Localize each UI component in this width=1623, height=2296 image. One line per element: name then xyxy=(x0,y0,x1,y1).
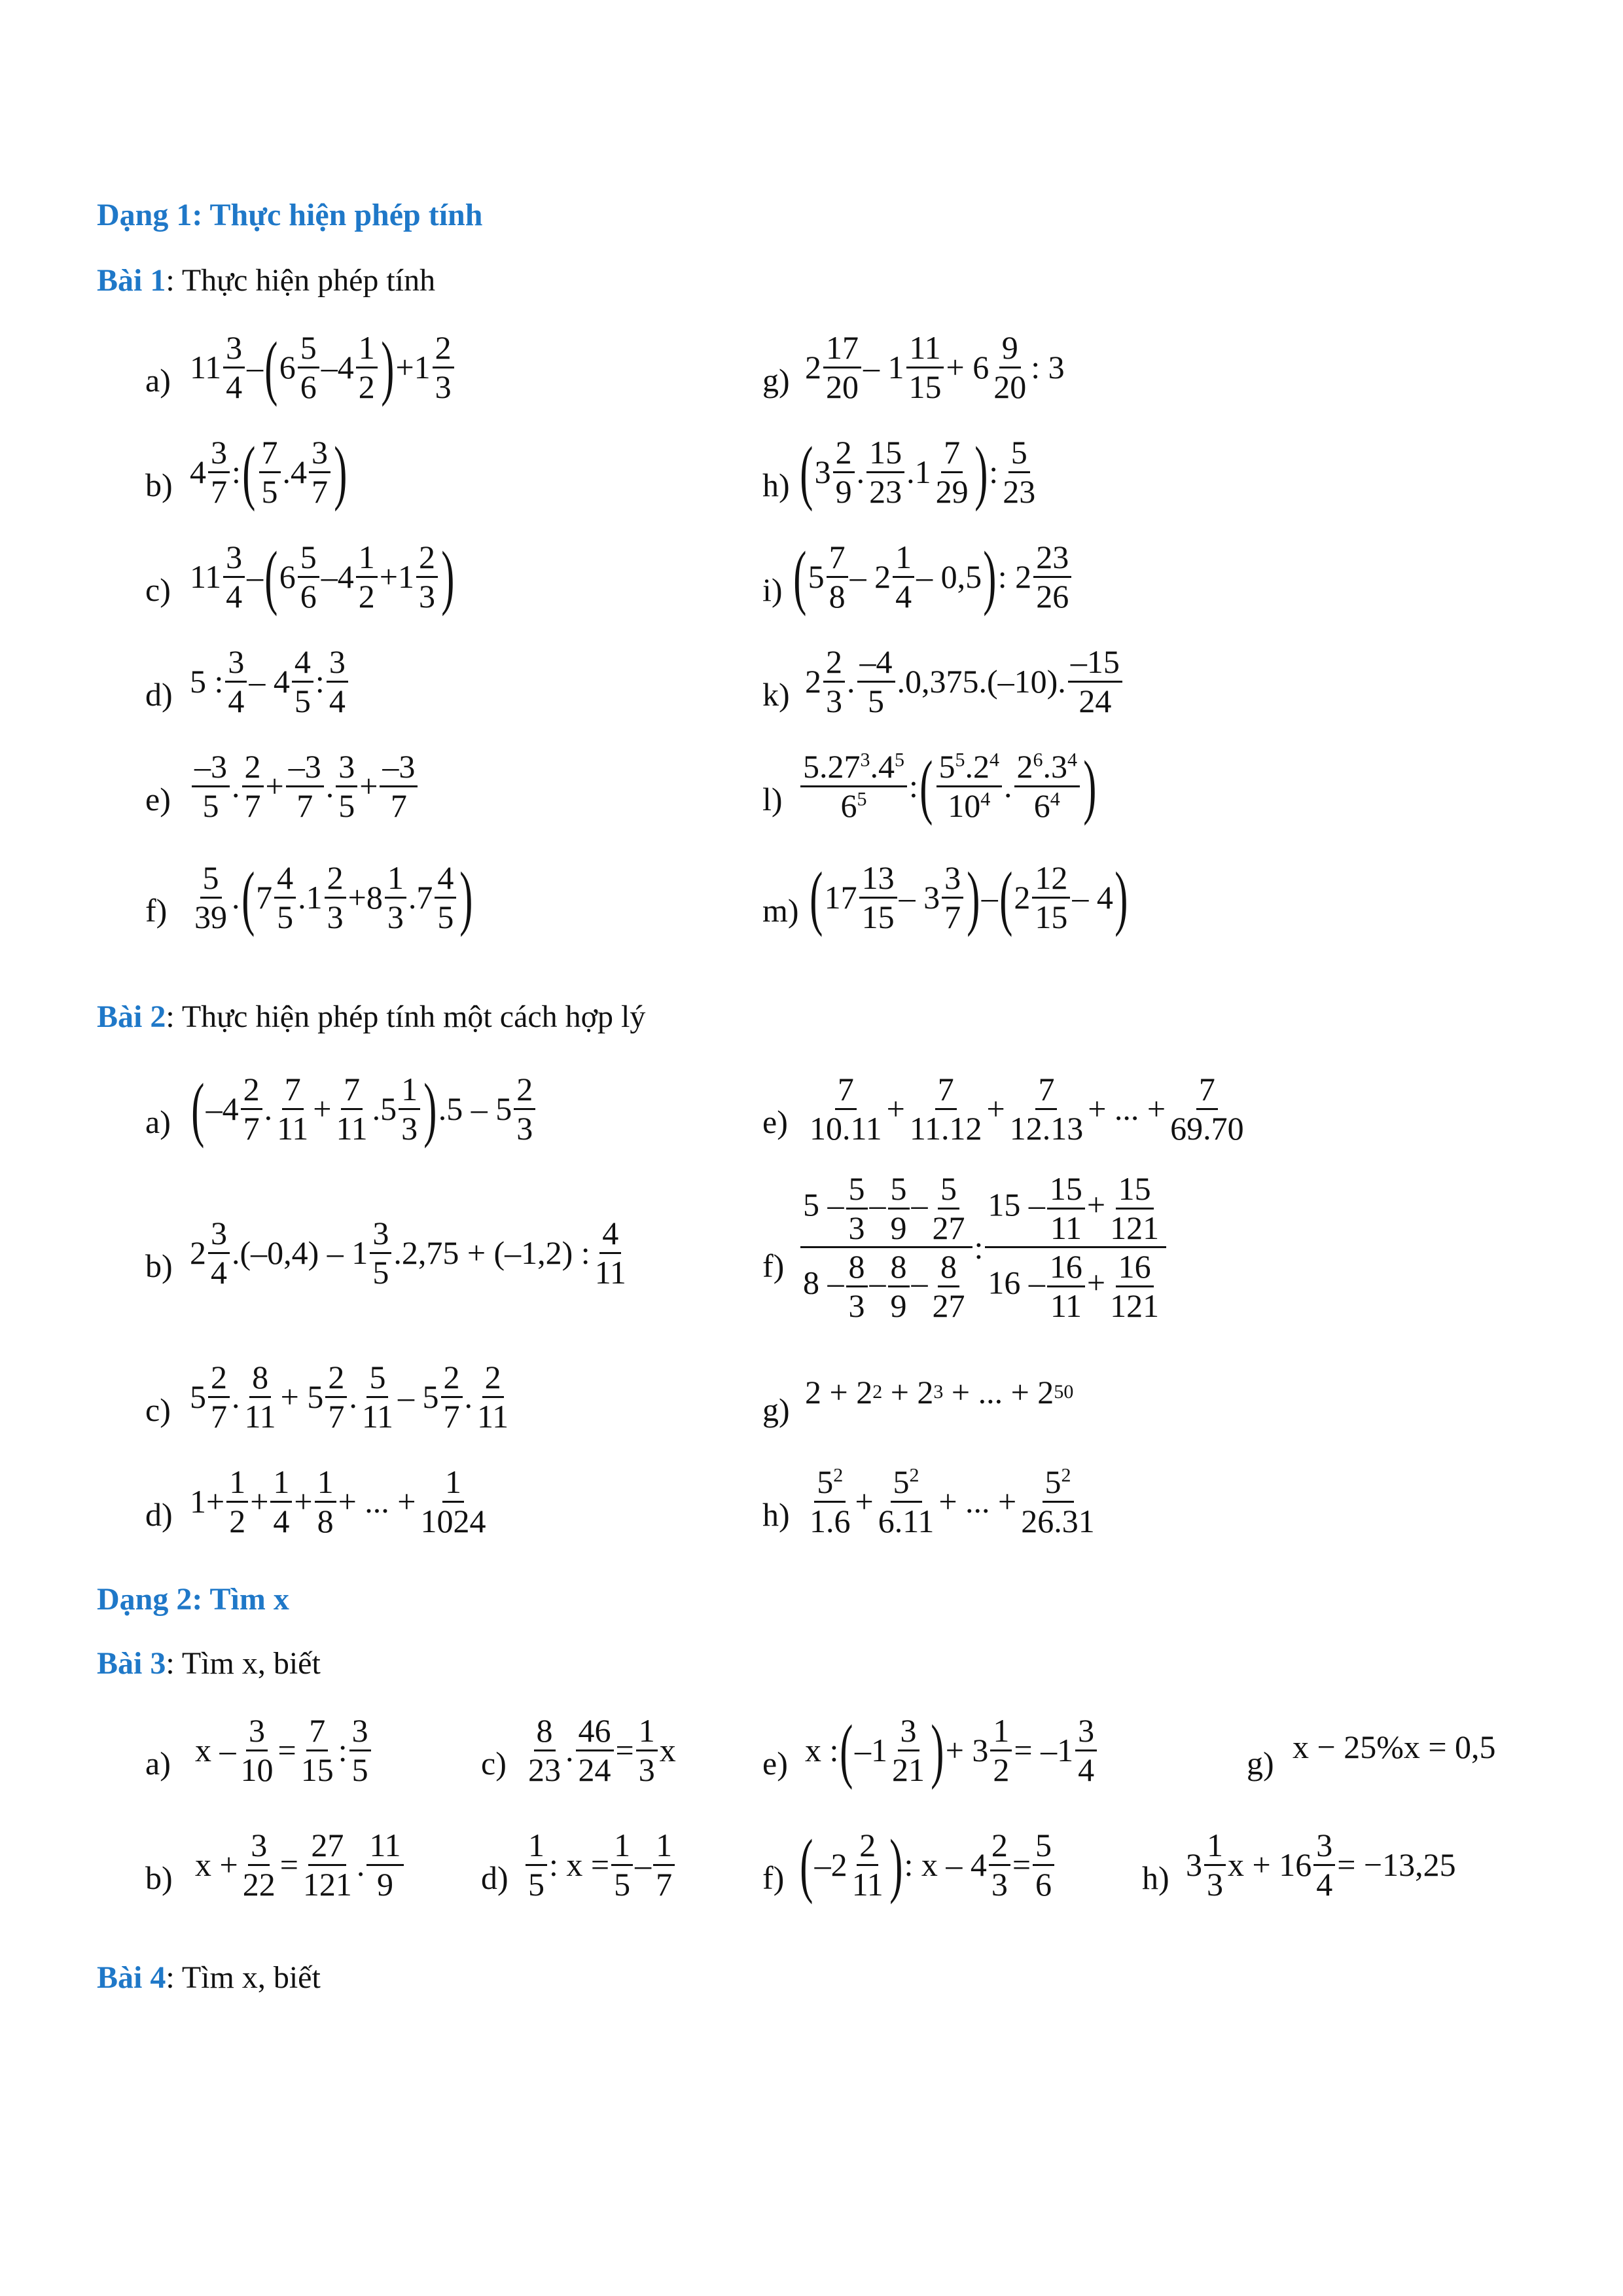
expression-3d: $\frac{1}{5}$ : x = $\frac{1}{5}$ – $\frac{1}{7}$ xyxy=(524,1828,677,1901)
item-label-3h: h) xyxy=(1142,1859,1169,1896)
item-label-1a: a) xyxy=(145,362,171,399)
item-label-2h: h) xyxy=(762,1496,790,1533)
item-label-3d: d) xyxy=(481,1859,508,1896)
bai-4-label: Bài 4 xyxy=(97,1960,166,1995)
expression-3c: $\frac{8}{23}$ . $\frac{46}{24}$ = $\frac{1}{3}$ x xyxy=(528,1712,676,1788)
expression-2g: 2 + 2 2 + 2 3 + ... + 2 50 xyxy=(805,1374,1074,1410)
item-label-1g: g) xyxy=(762,362,790,399)
bai-3-label: Bài 3 xyxy=(97,1646,166,1681)
expression-2d: 1+ $\frac{1}{2}$ + $\frac{1}{4}$ + $\frac{1}{8}$ + ... + $\frac{1}{1024}$ xyxy=(190,1463,486,1539)
exercise-heading-bai-3 xyxy=(97,1648,321,1679)
expression-1e: $\frac{-3}{5}$ . $\frac{2}{7}$ + $\frac{-3}{7}$ . $\frac{3}{5}$ + $\frac{-3}{7}$ xyxy=(190,749,419,823)
power-sum-start: 2 + 2 xyxy=(805,1374,873,1410)
expression-2b: 2 $\frac{3}{4}$ .(–0,4) – 1 $\frac{3}{5}$ .2,75 + (–1,2) : $\frac{4}{11}$ xyxy=(190,1215,626,1291)
power-sum-tail: + ... + 2 xyxy=(951,1374,1054,1410)
expression-1d: 5 : $\frac{3}{4}$ – 4 $\frac{4}{5}$ : $\frac{3}{4}$ xyxy=(190,645,350,718)
expression-1c: 11 $\frac{3}{4}$ – ( 6 $\frac{5}{6}$ –4 $\frac{1}{2}$ +1 $\frac{2}{3}$ ) xyxy=(190,537,455,617)
item-label-1d: d) xyxy=(145,676,173,713)
exercise-heading-bai-2 xyxy=(97,1001,645,1033)
item-label-3e: e) xyxy=(762,1745,788,1782)
bai-1-text: : Thực hiện phép tính xyxy=(166,263,436,298)
item-label-2d: d) xyxy=(145,1496,173,1533)
section-heading-dang-1: Dạng 1: Thực hiện phép tính xyxy=(97,198,483,232)
expression-1h: ( 3 $\frac{2}{9}$ . $\frac{15}{23}$ .1 $\frac{7}{29}$ ) : $\frac{5}{23}$ xyxy=(800,432,1036,512)
item-label-2b: b) xyxy=(145,1247,173,1284)
expr-3h-mid: x + 16 xyxy=(1228,1846,1312,1883)
bai-2-text: : Thực hiện phép tính một cách hợp lý xyxy=(166,999,646,1034)
item-label-1h: h) xyxy=(762,467,790,503)
item-label-3g: g) xyxy=(1247,1745,1274,1782)
dots-text: + ... + xyxy=(338,1483,416,1520)
expression-1a: 11 $\frac{3}{4}$ – ( 6 $\frac{5}{6}$ –4 $\frac{1}{2}$ ) +1 $\frac{2}{3}$ xyxy=(190,331,456,404)
item-label-1e: e) xyxy=(145,781,171,817)
item-label-1k: k) xyxy=(762,676,790,713)
expression-2h: $\frac{5^2}{1.6}$ + $\frac{5^2}{6.11}$ + ... + $\frac{5^2}{26.31}$ xyxy=(810,1463,1095,1539)
expression-3h: 3 $\frac{1}{3}$ x + 16 $\frac{3}{4}$ = −13,25 xyxy=(1186,1827,1456,1903)
expression-3a: x – $\frac{3}{10}$ = $\frac{7}{15}$ : $\frac{3}{5}$ xyxy=(195,1713,373,1787)
expression-1f: $\frac{5}{39}$ . ( 7 $\frac{4}{5}$ .1 $\frac{2}{3}$ +8 $\frac{1}{3}$ .7 $\frac{4}{5}$ ) xyxy=(194,857,473,937)
expression-1i: ( 5 $\frac{7}{8}$ – 2 $\frac{1}{4}$ – 0,5 ) : 2 $\frac{23}{26}$ xyxy=(792,540,1073,613)
expression-3f: ( –2 $\frac{2}{11}$ ) : x – 4 $\frac{2}{3}$ = $\frac{5}{6}$ xyxy=(798,1828,1056,1901)
item-label-2a: a) xyxy=(145,1103,171,1140)
item-label-1b: b) xyxy=(145,467,173,503)
expression-2f: 5 – $\frac{5}{3}$ – $\frac{5}{9}$ – $\frac{5}{27}$ 8 – $\frac{8}{3}$ – $\frac{8}{9}$ – $\frac{8}{27}$ : 15 – $\frac{15}{11}$ + $\frac{15}{121}$ 16 – $\frac{16}{11}$ + $\frac{16}{121}$ xyxy=(798,1172,1168,1323)
percent-equation: x − 25%x = 0,5 xyxy=(1293,1729,1496,1765)
expression-1m: ( 17 $\frac{13}{15}$ – 3 $\frac{3}{7}$ ) – ( 2 $\frac{12}{15}$ – 4 ) xyxy=(810,857,1128,937)
expression-1l: $\frac{5.27^3.4^5}{6^5}$ : ( $\frac{5^5.2^4}{10^4}$ . $\frac{2^6.3^4}{6^4}$ ) xyxy=(798,749,1098,823)
bai-2-label: Bài 2 xyxy=(97,999,166,1034)
item-label-1i: i) xyxy=(762,571,783,608)
section-heading-dang-2: Dạng 2: Tìm x xyxy=(97,1582,289,1617)
expression-3e: x : ( –1 $\frac{3}{21}$ ) + 3 $\frac{1}{2}$ = –1 $\frac{3}{4}$ xyxy=(805,1713,1099,1787)
expression-1k: 2 $\frac{2}{3}$ . $\frac{-4}{5}$ .0,375.(–10). $\frac{-15}{24}$ xyxy=(805,645,1124,718)
bai-3-text: : Tìm x, biết xyxy=(166,1646,321,1681)
item-label-2c: c) xyxy=(145,1391,171,1428)
item-label-3a: a) xyxy=(145,1745,171,1782)
item-label-2f: f) xyxy=(762,1247,785,1284)
exercise-heading-bai-1 xyxy=(97,265,435,296)
exercise-heading-bai-4 xyxy=(97,1962,321,1994)
item-label-1c: c) xyxy=(145,571,171,608)
expression-3g xyxy=(1293,1728,1496,1766)
item-label-3f: f) xyxy=(762,1859,785,1896)
item-label-2e: e) xyxy=(762,1103,788,1140)
bai-1-label: Bài 1 xyxy=(97,263,166,298)
item-label-2g: g) xyxy=(762,1391,790,1428)
expr-3h-rhs: = −13,25 xyxy=(1337,1846,1456,1883)
expression-1g: 2 $\frac{17}{20}$ – 1 $\frac{11}{15}$ + 6 $\frac{9}{20}$ : 3 xyxy=(805,329,1065,405)
item-label-1m: m) xyxy=(762,892,799,929)
item-label-3b: b) xyxy=(145,1859,173,1896)
expression-2c: 5 $\frac{2}{7}$ . $\frac{8}{11}$ + 5 $\frac{2}{7}$ . $\frac{5}{11}$ – 5 $\frac{2}{7}$ . $\frac{2}{11}$ xyxy=(190,1359,509,1435)
expression-1b: 4 $\frac{3}{7}$ : ( $\frac{7}{5}$ .4 $\frac{3}{7}$ ) xyxy=(190,432,348,512)
bai-4-text: : Tìm x, biết xyxy=(166,1960,321,1995)
item-label-1l: l) xyxy=(762,781,783,817)
item-label-1f: f) xyxy=(145,892,168,929)
expression-3b: x + $\frac{3}{22}$ = $\frac{27}{121}$ . $\frac{11}{9}$ xyxy=(195,1828,406,1901)
expression-2e: $\frac{7}{10.11}$ + $\frac{7}{11.12}$ + $\frac{7}{12.13}$ + ... + $\frac{7}{69.70}$ xyxy=(810,1071,1244,1147)
expression-2a: ( –4 $\frac{2}{7}$ . $\frac{7}{11}$ + $\frac{7}{11}$ .5 $\frac{1}{3}$ ) .5 – 5 $\frac{2}{3}$ xyxy=(190,1072,537,1145)
item-label-3c: c) xyxy=(481,1745,507,1782)
